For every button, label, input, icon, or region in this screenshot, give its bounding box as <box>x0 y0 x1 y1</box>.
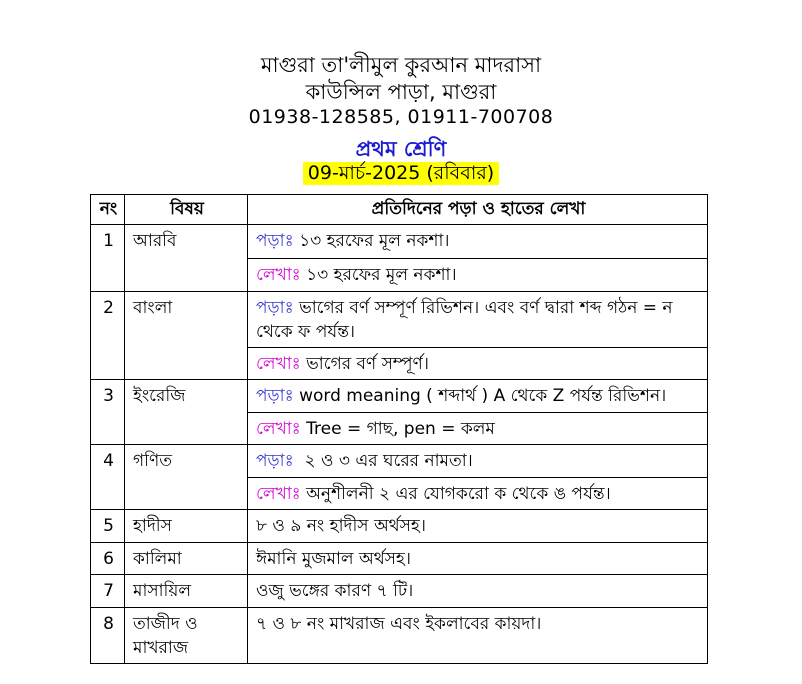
lesson-text: word meaning ( শব্দার্থ ) A থেকে Z পর্যন্ত রিভিশন। <box>299 386 667 406</box>
column-header-no: নং <box>91 195 125 225</box>
lesson-text: ভাগের বর্ণ সম্পূর্ণ রিভিশন। এবং বর্ণ দ্বারা শব্দ গঠন = ন থেকে ফ পর্যন্ত। <box>256 298 673 342</box>
class-title: প্রথম শ্রেণি <box>355 137 447 161</box>
lesson-cell <box>248 225 708 259</box>
lesson-text: Tree = গাছ, pen = কলম <box>306 419 495 439</box>
pora-label: পড়াঃ <box>256 451 294 471</box>
column-header-subject: বিষয় <box>125 195 248 225</box>
lesson-cell: ঈমানি মুজমাল অর্থসহ। <box>248 543 708 575</box>
row-number: 4 <box>91 445 125 510</box>
table-row <box>91 380 708 413</box>
lesson-text: ১৩ হরফের মূল নকশা। <box>299 231 450 251</box>
lekha-label: লেখাঃ <box>256 354 301 374</box>
subject-cell: গণিত <box>125 445 248 510</box>
table-header-row <box>91 195 708 225</box>
row-number: 8 <box>91 608 125 664</box>
lesson-cell: ৮ ও ৯ নং হাদীস অর্থসহ। <box>248 510 708 543</box>
lesson-text: অনুশীলনী ২ এর যোগকরো ক থেকে ঙ পর্যন্ত। <box>306 484 611 504</box>
lesson-cell <box>248 348 708 380</box>
subject-cell: মাসায়িল <box>125 575 248 608</box>
lesson-cell <box>248 259 708 292</box>
row-number: 6 <box>91 543 125 575</box>
subject-cell: কালিমা <box>125 543 248 575</box>
pora-label: পড়াঃ <box>256 386 294 406</box>
pora-label: পড়াঃ <box>256 231 294 251</box>
table-row <box>91 575 708 608</box>
column-header-daily-work: প্রতিদিনের পড়া ও হাতের লেখা <box>248 195 708 225</box>
row-number: 5 <box>91 510 125 543</box>
table-row <box>91 292 708 348</box>
subject-cell: বাংলা <box>125 292 248 380</box>
lesson-cell <box>248 292 708 348</box>
row-number: 2 <box>91 292 125 380</box>
pora-label: পড়াঃ <box>256 298 294 318</box>
row-number: 7 <box>91 575 125 608</box>
table-row <box>91 608 708 664</box>
lesson-cell <box>248 413 708 445</box>
sheet-header <box>0 0 802 185</box>
lesson-text: ভাগের বর্ণ সম্পূর্ণ। <box>306 354 429 374</box>
table-row <box>91 543 708 575</box>
lekha-label: লেখাঃ <box>256 484 301 504</box>
subject-cell: ইংরেজি <box>125 380 248 445</box>
date-line <box>0 162 802 185</box>
lesson-cell <box>248 445 708 478</box>
subject-cell: হাদীস <box>125 510 248 543</box>
lesson-cell <box>248 478 708 510</box>
date-highlight: 09-মার্চ-2025 (রবিবার) <box>303 162 499 185</box>
subject-cell: আরবি <box>125 225 248 292</box>
subject-cell: তাজীদ ও মাখরাজ <box>125 608 248 664</box>
lekha-label: লেখাঃ <box>256 265 301 285</box>
lesson-text: ১৩ হরফের মূল নকশা। <box>306 265 457 285</box>
table-row <box>91 445 708 478</box>
lesson-cell: ৭ ও ৮ নং মাখরাজ এবং ইকলাবের কায়দা। <box>248 608 708 664</box>
school-name: মাগুরা তা'লীমুল কুরআন মাদরাসা <box>260 53 542 77</box>
lesson-cell: ওজু ভঙ্গের কারণ ৭ টি। <box>248 575 708 608</box>
row-number: 3 <box>91 380 125 445</box>
phone-numbers: 01938-128585, 01911-700708 <box>248 106 554 128</box>
table-row <box>91 225 708 259</box>
lesson-cell <box>248 380 708 413</box>
lesson-text: ২ ও ৩ এর ঘরের নামতা। <box>304 451 473 471</box>
homework-table <box>90 194 708 664</box>
table-row <box>91 510 708 543</box>
school-address: কাউন্সিল পাড়া, মাগুরা <box>305 80 497 104</box>
row-number: 1 <box>91 225 125 292</box>
lekha-label: লেখাঃ <box>256 419 301 439</box>
